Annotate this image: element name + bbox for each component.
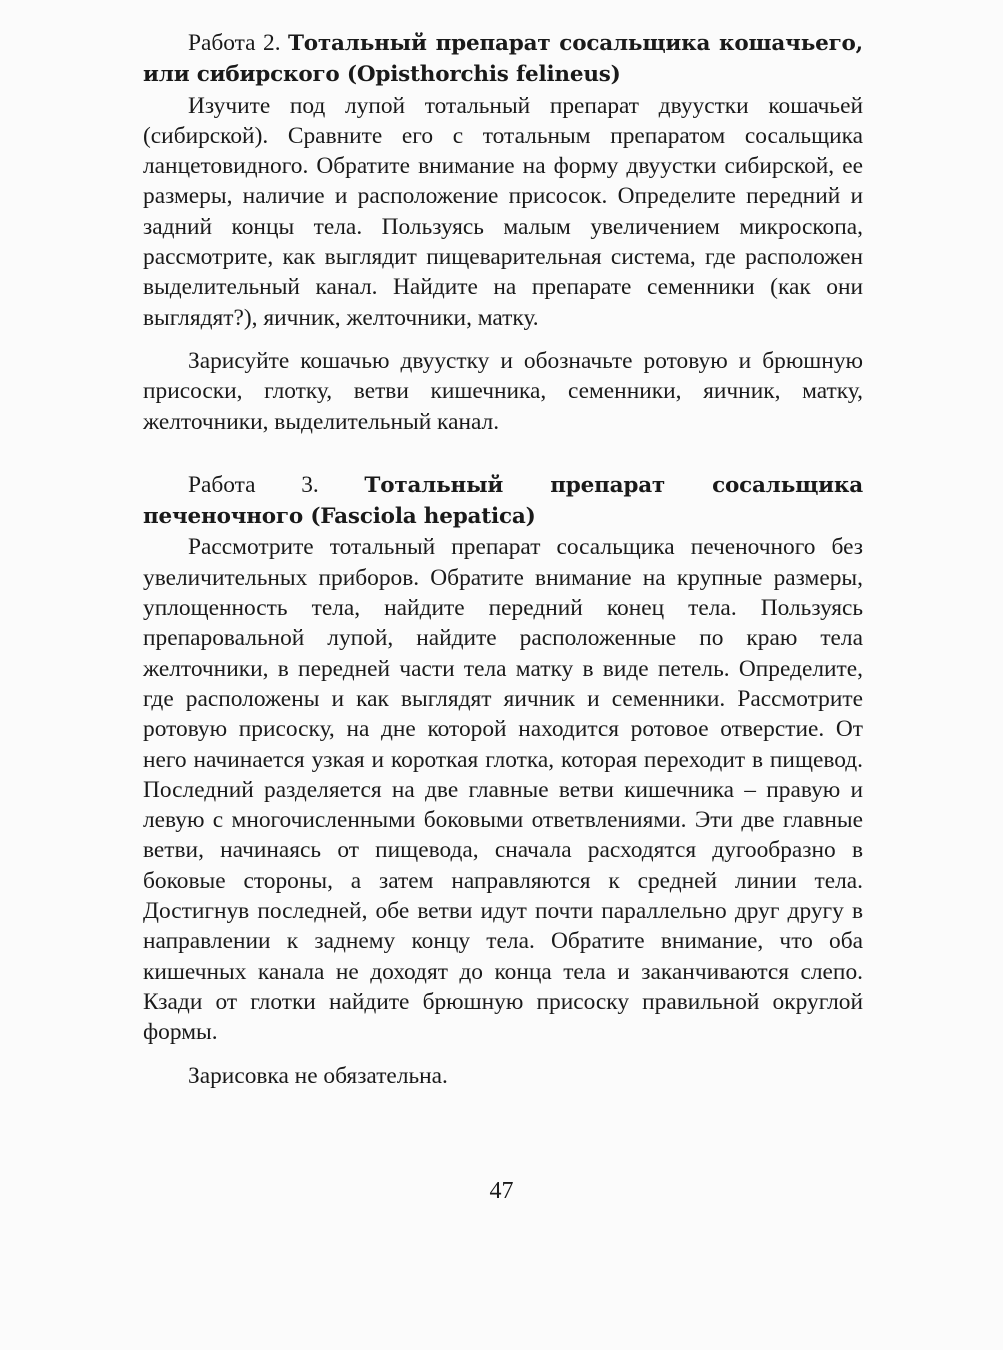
section-2-title: Тотальный препарат сосальщика кошачьего, или сибирского (Opisthorchis felineus)	[143, 31, 863, 88]
paragraph-spacer	[143, 333, 863, 346]
section-3-title: Тотальный препарат сосальщика печеночного (Fasciola hepatica)	[143, 472, 863, 530]
section-3-heading	[143, 470, 863, 533]
section-2-label: Работа 2.	[188, 30, 281, 56]
paragraph-spacer	[143, 1048, 863, 1061]
section-3-label: Работа 3.	[188, 471, 319, 498]
page-number: 47	[489, 1178, 514, 1204]
section-3-paragraph-2: Зарисовка не обязательна.	[188, 1062, 448, 1089]
section-2-paragraph-2: Зарисуйте кошачью двуустку и обозначьте ротовую и брюшную присоски, глотку, ветви кишечника, семенники, яичник, матку, желточники, выделительный канал.	[143, 347, 863, 435]
section-3-paragraph-1: Рассмотрите тотальный препарат сосальщика печеночного без увеличительных приборов. Обратите внимание на крупные размеры, уплощенность тела, найдите передний конец тела. Пользуясь препаровальной лупой, найдите расположенные по краю тела желточники, в передней части тела матку в виде петель. Определите, где расположены и как выглядят яичник и семенники. Рассмотрите ротовую присоску, на дне которой находится ротовое отверстие. От него начинается узкая и короткая глотка, которая переходит в пищевод. Последний разделяется на две главные ветви кишечника – правую и левую с многочисленными боковыми ответвлениями. Эти две главные ветви, начинаясь от пищевода, сначала расходятся дугообразно в боковые стороны, а затем направляются к средней линии тела. Достигнув последней, обе ветви идут почти параллельно друг другу в направлении к заднему концу тела. Обратите внимание, что оба кишечных канала не доходят до конца тела и заканчиваются слепо. Кзади от глотки найдите брюшную присоску правильной округлой формы.	[143, 534, 863, 1046]
section-spacer	[143, 437, 863, 470]
section-2-heading	[143, 28, 863, 91]
page-content	[143, 28, 863, 1091]
section-2-paragraph-1: Изучите под лупой тотальный препарат двуустки кошачьей (сибирской). Сравните его с тотальным препаратом сосальщика ланцетовидного. Обратите внимание на форму двуустки сибирской, ее размеры, наличие и расположение присосок. Определите передний и задний концы тела. Пользуясь малым увеличением микроскопа, рассмотрите, как выглядит пищеварительная система, где расположен выделительный канал. Найдите на препарате семенники (как они выглядят?), яичник, желточники, матку.	[143, 92, 863, 331]
